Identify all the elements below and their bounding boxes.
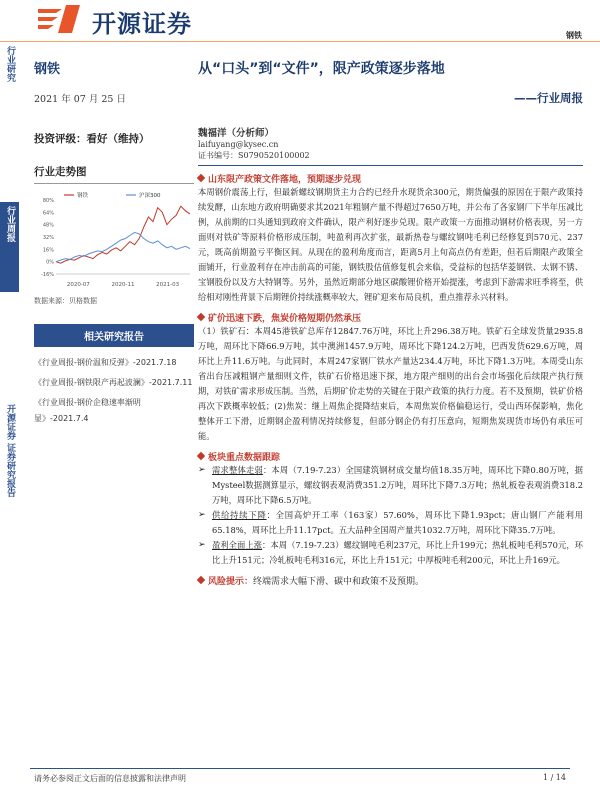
logo-mark-icon [36,3,96,37]
series-line [56,232,190,261]
section-body: （1）铁矿石：本周45港铁矿总库存12847.76万吨，环比上升296.38万吨。铁矿石全球发货量2935.8万吨，周环比下降66.9万吨，其中澳洲1457.9万吨，周环比下降124.2万吨，巴西发货629.6万吨，周环比上升11.6万吨。与此同时，本周247家钢厂铁水产量达234.4万吨，环比下降1.3万吨。本周受山东省出台压减粗钢产量细则文件，铁矿石价格迅速下探，地方限产细则的出台会市场强化后续限产执行预期，对铁矿需求形成压制。当然，后期矿价走势的关键在于限产政策的执行力度。若不及预期，铁矿价格再次下跌概率较低；(2)焦炭：继上周焦企提降结束后，本周焦炭价格偏稳运行，受山西环保影响，焦化整体开工下滑，近期钢企盈利情况持续修复，但部分钢企仍有打压意向，短期焦炭现货市场仍有承压可能。 [198,326,583,441]
footer-rule [30,768,570,769]
section-heading: 山东限产政策文件落地，预期逐步兑现 [198,172,583,185]
y-tick-label: 64% [42,210,54,217]
bullet-item: ➢ 供给持续下降：全国高炉开工率（163家）57.60%，周环比下降1.93pct；唐山钢厂产能利用65.18%，周环比上升11.17pct。五大品种全国周产量共1032.7万吨，周环比下降35.7万吨。 [198,510,583,535]
x-tick-label: 2021-03 [156,282,180,288]
diamond-icon [197,576,205,584]
arrow-icon: ➢ [198,465,206,475]
x-tick-label: 2020-11 [111,282,135,288]
legend-label: 钢铁 [77,193,89,199]
divider [198,165,583,166]
analyst-cert: 证书编号：S0790520100002 [198,151,310,160]
report-title: 从“口头”到“文件”，限产政策逐步落地 [198,61,445,77]
y-tick-label: -16% [41,272,54,278]
related-reports-title: 相关研究报告 [34,324,194,347]
diamond-icon [197,452,205,460]
analyst-block [198,128,583,161]
trend-title: 行业走势图 [34,164,194,184]
analyst-email[interactable]: laifuyang@kysec.cn [198,140,279,149]
logo-text: 开源证券 [92,10,192,38]
main-column [198,58,583,587]
y-tick-label: 80% [42,198,54,204]
report-date: 2021 年 07 月 25 日 [34,94,126,105]
related-report-link[interactable]: 《行业周报-钢价企稳速率渐明显》-2021.7.4 [34,398,141,423]
risk-heading: 风险提示：终端需求大幅下滑、碳中和政策不及预期。 [198,574,583,587]
series-line [56,206,190,263]
diamond-icon [197,313,205,321]
arrow-icon: ➢ [198,540,206,550]
trend-chart-svg [34,190,194,290]
header-rule [0,41,600,42]
x-tick-label: 2020-07 [66,282,90,288]
report-subtitle: ——行业周报 [514,91,583,105]
related-reports-list [34,355,194,427]
y-tick-label: 32% [42,235,54,241]
related-report-link[interactable]: 《行业周报-钢价温和反弹》-2021.7.18 [34,358,177,367]
sector-tag: 钢铁 [566,31,582,40]
y-tick-label: 16% [42,247,54,254]
left-column [34,58,194,431]
section-heading: 板块重点数据跟踪 [198,450,583,463]
bullet-item: ➢ 需求整体走弱：本周（7.19-7.23）全国建筑钢材成交量均值18.35万吨，周环比下降0.80万吨，据Mysteel数据测算显示，螺纹钢表观消费351.2万吨，周环比下降7.3万吨；热轧板卷表观消费318.2万吨，周环比下降6.5万吨。 [198,465,583,505]
legend-label: 沪深300 [139,193,161,199]
section-heading: 矿价迅速下跌，焦炭价格短期仍然承压 [198,311,583,324]
rating: 投资评级：看好（维持） [34,133,150,145]
strip-weekly: 行业周报 [0,202,19,292]
page-number: 1 / 14 [542,773,566,782]
related-report-link[interactable]: 《行业周报-钢铁限产再起波澜》-2021.7.11 [34,378,193,387]
section-body: 本周钢价震荡上行，但最新螺纹钢期货主力合约已经升水现货余300元，期货偏强的原因在于限产政策持续发酵，山东地方政府明确要求其2021年粗钢产量不得超过7650万吨，并公布了各家钢厂下半年压减比例，从前期的口头通知到政府文件确认，限产利好逐步兑现。限产政策一方面推动钢材价格表现，另一方面则对铁矿等原料价格形成压制，吨盈利再次扩张，最新热卷与螺纹钢吨毛利已经修复到570元、237元，既高前期盈亏平衡区间。从现在的盈利角度而言，距离5月上旬高点仍有差距，但若后期限产政策全面铺开，行业盈利存在冲击前高的可能，钢铁股估值修复机会来临，受益标的包括华菱钢铁、太钢不锈、宝钢股份以及方大特钢等。另外，虽然近期部分地区碳酸锂价格开始提涨，考虑到下游需求旺季将至，供给相对刚性背景下后期锂价持续涨概率较大，锂矿迎来布局良机，重点推荐永兴材料。 [198,187,583,302]
arrow-icon: ➢ [198,510,206,520]
analyst-name: 魏福洋（分析师） [198,128,275,139]
data-source: 数据来源：贝格数据 [34,297,97,305]
trend-chart [34,190,194,290]
y-tick-label: 48% [42,222,54,229]
footer-disclaimer: 请务必参阅正文后面的信息披露和法律声明 [34,774,186,783]
y-tick-label: 0% [46,259,54,266]
strip-industry-research: 行业研究 [0,42,19,92]
bullet-item: ➢ 盈利全面上涨：本周（7.19-7.23）螺纹钢吨毛利237元，环比上升199元；热轧板吨毛利570元，环比上升151元；冷轧板吨毛利316元，环比上升151元；中厚板吨毛利200元，环比上升169元。 [198,540,583,565]
strip-securities: 开源证券 证券研究报告 [0,400,19,520]
diamond-icon [197,174,205,182]
sector-name: 钢铁 [34,62,61,77]
